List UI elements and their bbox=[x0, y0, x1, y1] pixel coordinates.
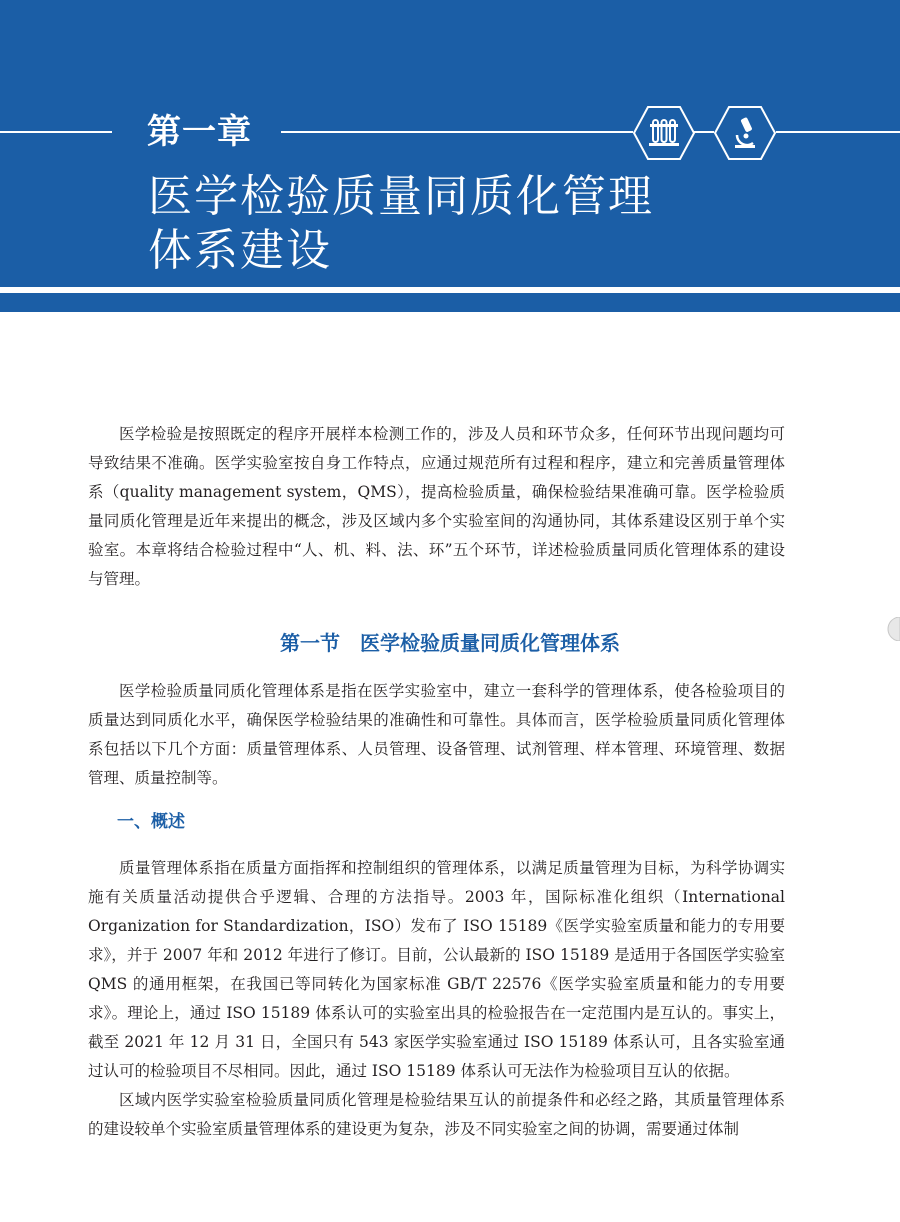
intro-paragraph: 医学检验是按照既定的程序开展样本检测工作的，涉及人员和环节众多，任何环节出现问题均可导致结果不准确。医学实验室按自身工作特点，应通过规范所有过程和程序，建立和完善质量管理体系（quality management system，QMS），提高检验质量，确保检验结果准确可靠。医学检验质量同质化管理是近年来提出的概念，涉及区域内多个实验室间的沟通协同，其体系建设区别于单个实验室。本章将结合检验过程中“人、机、料、法、环”五个环节，详述检验质量同质化管理体系的建设与管理。 bbox=[88, 425, 785, 588]
section-paragraph: 医学检验质量同质化管理体系是指在医学实验室中，建立一套科学的管理体系，使各检验项目的质量达到同质化水平，确保医学检验结果的准确性和可靠性。具体而言，医学检验质量同质化管理体系包括以下几个方面：质量管理体系、人员管理、设备管理、试剂管理、样本管理、环境管理、数据管理、质量控制等。 bbox=[88, 682, 785, 787]
header-rule-middle bbox=[281, 131, 633, 133]
overview-paragraph-1: 质量管理体系指在质量方面指挥和控制组织的管理体系，以满足质量管理为目标，为科学协调实施有关质量活动提供合乎逻辑、合理的方法指导。2003 年，国际标准化组织（International Organization for Standardization，ISO）发布了 ISO 15189《医学实验室质量和能力的专用要求》，并于 2007 年和 2012 年进行了修订。目前，公认最新的 ISO 15189 是适用于各国医学实验室 QMS 的通用框架，在我国已等同转化为国家标准 GB/T 22576《医学实验室质量和能力的专用要求》。理论上，通过 ISO 15189 体系认可的实验室出具的检验报告在一定范围内是互认的。事实上，截至 2021 年 12 月 31 日，全国只有 543 家医学实验室通过 ISO 15189 体系认可，且各实验室通过认可的检验项目不尽相同。因此，通过 ISO 15189 体系认可无法作为检验项目互认的依据。 bbox=[88, 859, 785, 1080]
chapter-title-line-2: 体系建设 bbox=[148, 225, 332, 276]
test-tubes-icon bbox=[632, 105, 696, 161]
section-title: 第一节 医学检验质量同质化管理体系 bbox=[280, 631, 620, 655]
chapter-label: 第一章 bbox=[147, 112, 252, 152]
header-rule-between-icons bbox=[694, 131, 714, 133]
chapter-header bbox=[0, 0, 900, 312]
subsection-title: 一、概述 bbox=[117, 812, 185, 832]
overview-paragraph-2: 区域内医学实验室检验质量同质化管理是检验结果互认的前提条件和必经之路，其质量管理体系的建设较单个实验室质量管理体系的建设更为复杂，涉及不同实验室之间的协调，需要通过体制 bbox=[88, 1091, 785, 1138]
microscope-icon bbox=[713, 105, 777, 161]
header-rule-right bbox=[776, 131, 900, 133]
chapter-title bbox=[148, 170, 748, 278]
chapter-title-line-1: 医学检验质量同质化管理 bbox=[148, 171, 654, 222]
header-rule-left bbox=[0, 131, 112, 133]
header-bottom-rule bbox=[0, 287, 900, 293]
